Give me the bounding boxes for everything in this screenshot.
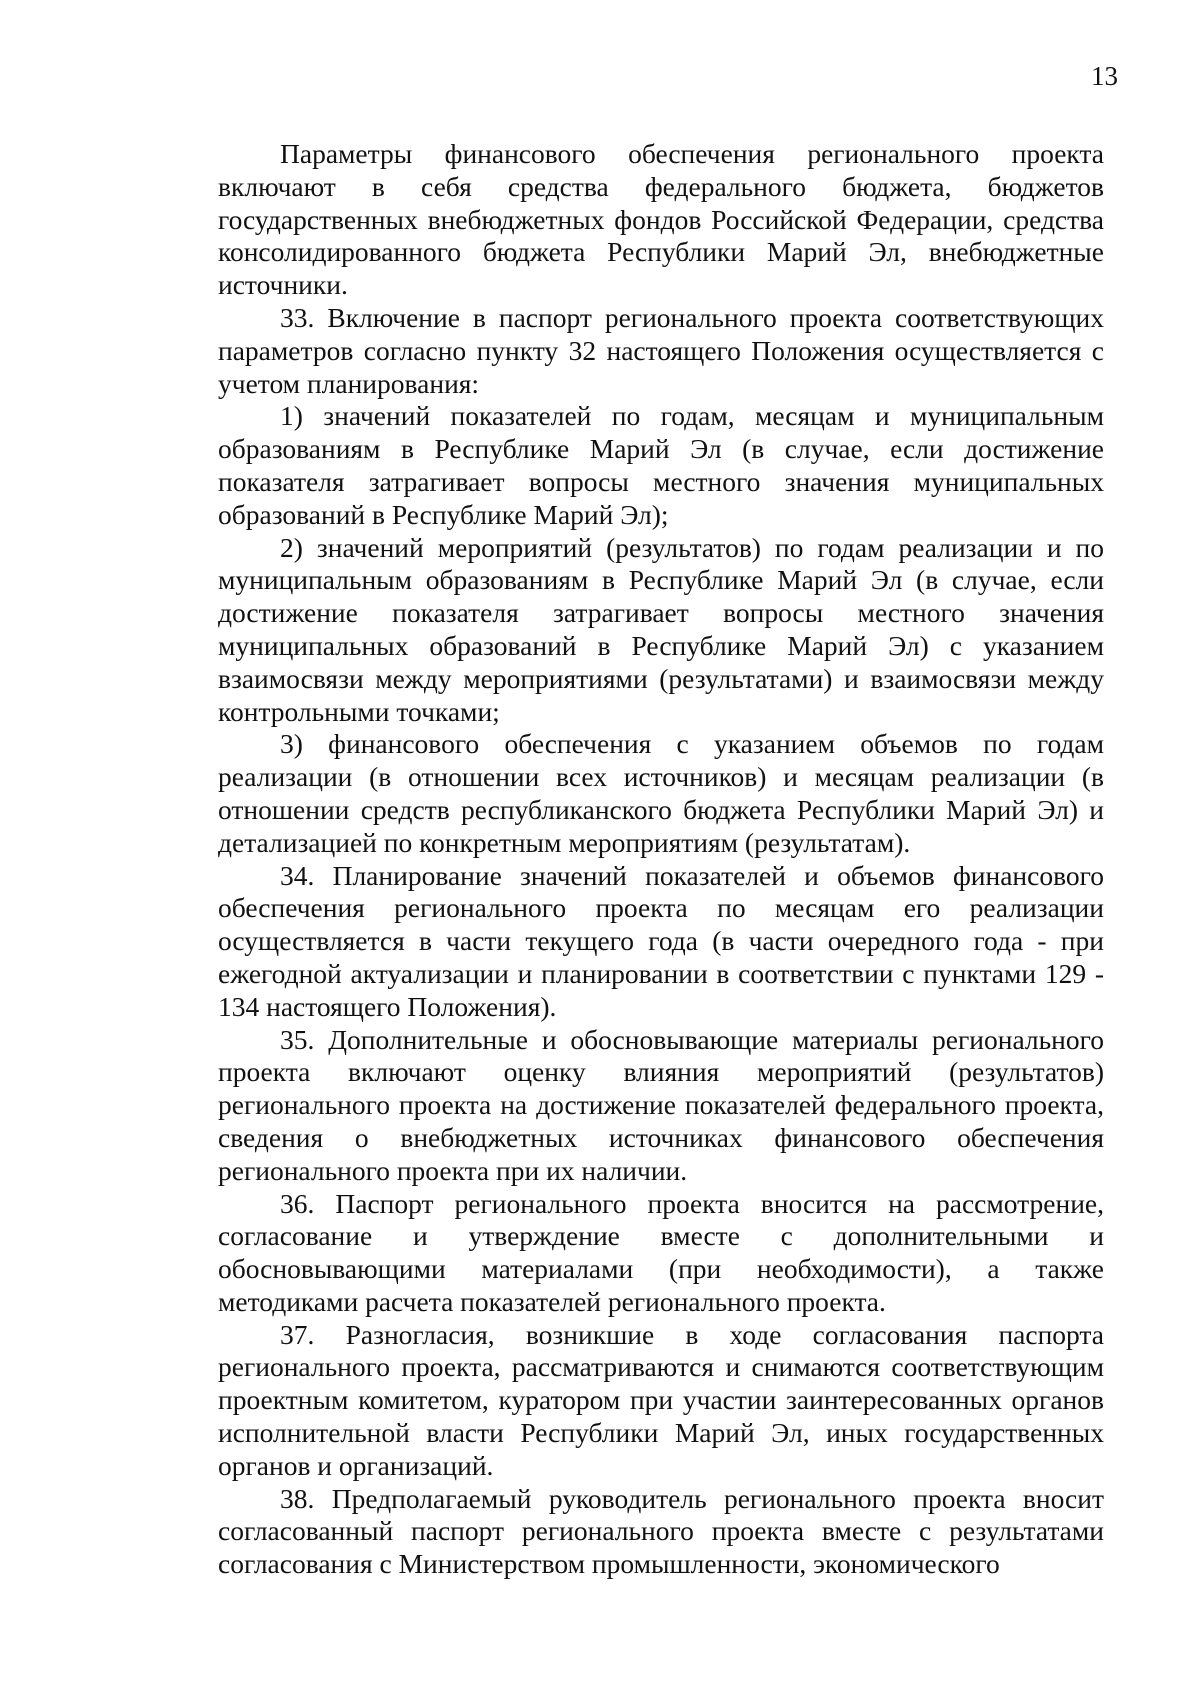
paragraph-financing-parameters: Параметры финансового обеспечения регионального проекта включают в себя средства федерального бюджета, бюджетов государственных внебюджетных фондов Российской Федерации, средства консолидированного бюджета Республики Марий Эл, внебюджетные источники. [218, 138, 1104, 301]
paragraph-33-item-3: 3) финансового обеспечения с указанием объемов по годам реализации (в отношении всех источников) и месяцам реализации (в отношении средств республиканского бюджета Республики Марий Эл) и детализацией по конкретным мероприятиям (результатам). [218, 728, 1104, 858]
paragraph-38: 38. Предполагаемый руководитель регионального проекта вносит согласованный паспорт регионального проекта вместе с результатами согласования с Министерством промышленности, экономического [218, 1482, 1104, 1580]
paragraph-35: 35. Дополнительные и обосновывающие материалы регионального проекта включают оценку влияния мероприятий (результатов) регионального проекта на достижение показателей федерального проекта, сведения о внебюджетных источниках финансового обеспечения регионального проекта при их наличии. [218, 1023, 1104, 1186]
paragraph-34: 34. Планирование значений показателей и объемов финансового обеспечения регионального проекта по месяцам его реализации осуществляется в части текущего года (в части очередного года - при ежегодной актуализации и планировании в соответствии с пунктами 129 - 134 настоящего Положения). [218, 859, 1104, 1022]
page-number: 13 [1091, 61, 1118, 91]
paragraph-37: 37. Разногласия, возникшие в ходе согласования паспорта регионального проекта, рассматриваются и снимаются соответствующим проектным комитетом, куратором при участии заинтересованных органов исполнительной власти Республики Марий Эл, иных государственных органов и организаций. [218, 1318, 1104, 1481]
paragraph-36: 36. Паспорт регионального проекта вносится на рассмотрение, согласование и утверждение вместе с дополнительными и обосновывающими материалами (при необходимости), а также методиками расчета показателей регионального проекта. [218, 1187, 1104, 1317]
paragraph-33-item-1: 1) значений показателей по годам, месяцам и муниципальным образованиям в Республике Марий Эл (в случае, если достижение показателя затрагивает вопросы местного значения муниципальных образований в Республике Марий Эл); [218, 400, 1104, 530]
paragraph-33-item-2: 2) значений мероприятий (результатов) по годам реализации и по муниципальным образованиям в Республике Марий Эл (в случае, если достижение показателя затрагивает вопросы местного значения муниципальных образований в Республике Марий Эл) с указанием взаимосвязи между мероприятиями (результатами) и взаимосвязи между контрольными точками; [218, 531, 1104, 727]
document-body [218, 138, 1104, 1581]
paragraph-33: 33. Включение в паспорт регионального проекта соответствующих параметров согласно пункту 32 настоящего Положения осуществляется с учетом планирования: [218, 301, 1104, 399]
